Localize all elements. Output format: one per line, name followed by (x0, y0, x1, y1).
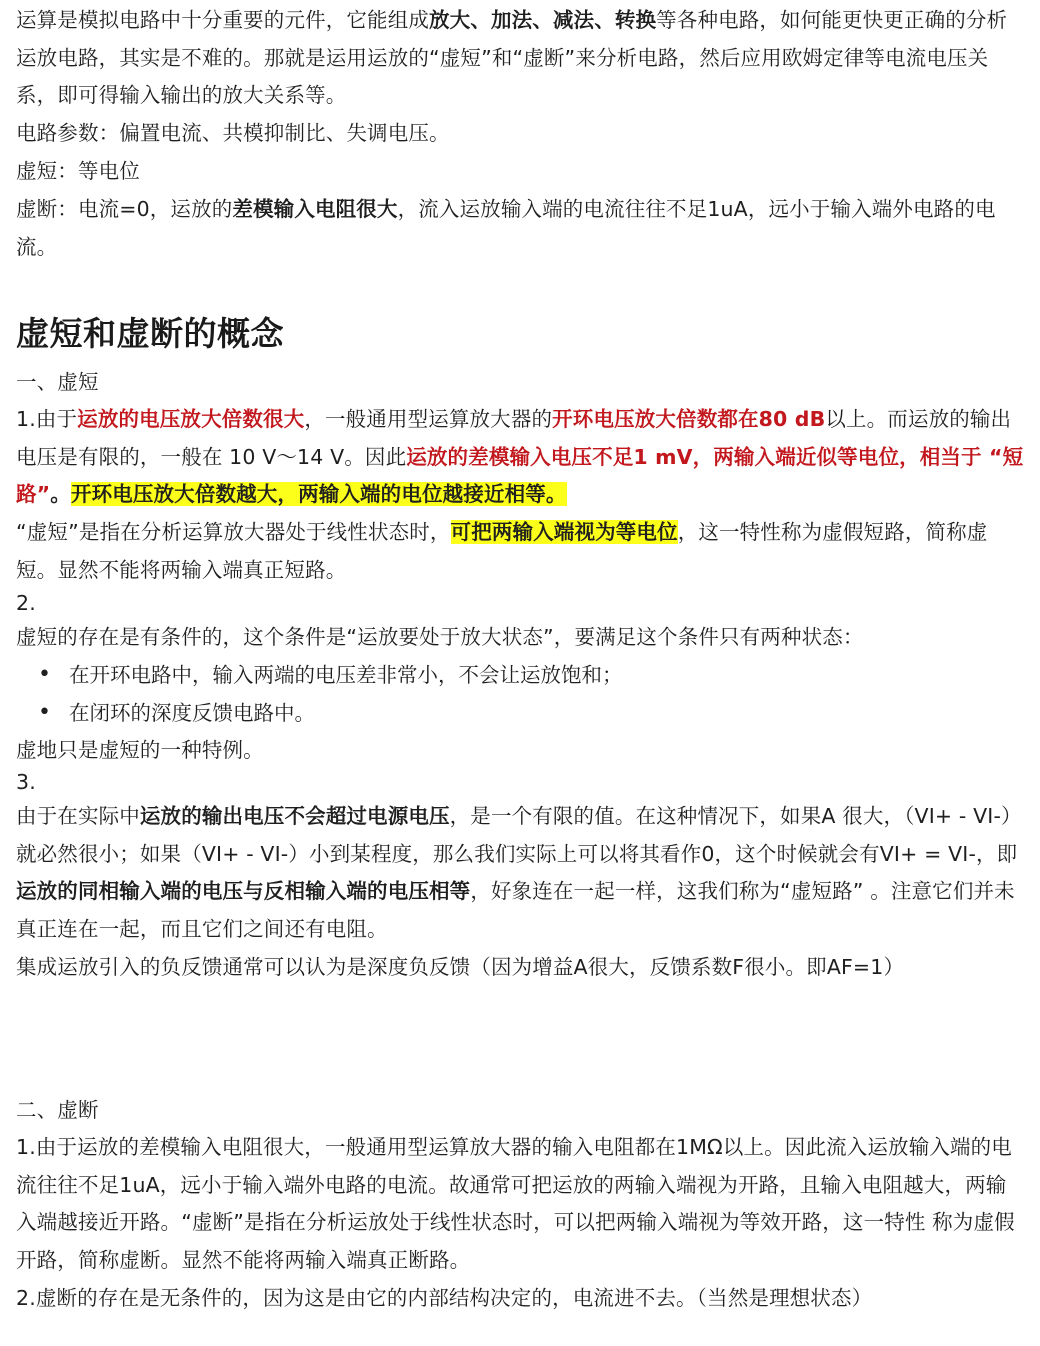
virtual-open-def-paragraph (16, 191, 1026, 266)
negative-feedback-note: 集成运放引入的负反馈通常可以认为是深度负反馈（因为增益A很大，反馈系数F很小。即AF=1） (16, 955, 905, 979)
list-item (16, 694, 1016, 732)
bold-punct: 。 (50, 482, 71, 507)
virtual-short-heading: 一、虚短 (16, 370, 99, 394)
bullet-icon: • (38, 662, 51, 687)
bold-term: 运放的输出电压不会超过电源电压 (139, 804, 450, 828)
text-span: ，一般通用型运算放大器的 (304, 407, 553, 431)
text-span: 1.由于 (16, 407, 78, 431)
list-item-text: 在开环电路中，输入两端的电压差非常小，不会让运放饱和； (69, 663, 623, 687)
highlighted-text: 开环电压放大倍数越大，两输入端的电位越接近相等。 (70, 482, 567, 507)
red-emphasis: 运放的电压放大倍数很大 (77, 407, 305, 431)
virtual-open-paragraph-2: 2.虚断的存在是无条件的，因为这是由它的内部结构决定的，电流进不去。（当然是理想状态） (16, 1286, 873, 1310)
virtual-short-paragraph-1 (16, 401, 1026, 514)
bold-term: 差模输入电阻很大 (232, 197, 398, 221)
virtual-short-paragraph-2 (16, 514, 1026, 589)
bold-terms: 放大、加法、减法、转换 (429, 8, 657, 32)
bullet-icon: • (38, 700, 51, 725)
text-span: “虚短”是指在分析运算放大器处于线性状态时， (16, 520, 451, 544)
section-title: 虚短和虚断的概念 (16, 314, 284, 353)
item-number-2: 2. (16, 591, 36, 615)
circuit-params-line: 电路参数：偏置电流、共模抑制比、失调电压。 (16, 121, 450, 145)
virtual-ground-note: 虚地只是虚短的一种特例。 (16, 738, 264, 762)
list-item (16, 656, 1016, 694)
virtual-short-def-line: 虚短：等电位 (16, 159, 140, 183)
text-span: 由于在实际中 (16, 804, 140, 828)
text-span: ，流入运放输入端的电流往往不足1uA，远小于输入端外电路的电流。 (16, 197, 996, 259)
intro-paragraph (16, 2, 1026, 115)
item-number-3: 3. (16, 770, 36, 794)
red-emphasis: 开环电压放大倍数都在80 dB (552, 407, 826, 431)
list-item-text: 在闭环的深度反馈电路中。 (69, 701, 315, 725)
text-span: ，是一个有限的值。在这种情况下，如果A 很大，（VI+ - VI-）就必然很小；如果（VI+ - VI-）小到某程度，那么我们实际上可以将其看作0，这个时候就会有VI+ = VI-，即 (16, 804, 1022, 866)
text-span: ，这一特性称为虚假短路，简称虚短。显然不能将两输入端真正短路。 (16, 520, 988, 582)
text-span: 虚断：电流=0，运放的 (16, 197, 233, 221)
text-span: 运算是模拟电路中十分重要的元件，它能组成 (16, 8, 429, 32)
virtual-open-heading: 二、虚断 (16, 1098, 99, 1122)
virtual-short-condition: 虚短的存在是有条件的，这个条件是“运放要处于放大状态”，要满足这个条件只有两种状态： (16, 625, 864, 649)
text-span: ，好象连在一起一样，这我们称为“虚短路” 。注意它们并未真正连在一起，而且它们之间还有电阻。 (16, 879, 1015, 941)
virtual-open-paragraph-1: 1.由于运放的差模输入电阻很大，一般通用型运算放大器的输入电阻都在1MΩ以上。因此流入运放输入端的电流往往不足1uA，远小于输入端外电路的电流。故通常可把运放的两输入端视为开路，且输入电阻越大，两输入端越接近开路。“虚断”是指在分析运放处于线性状态时，可以把两输入端视为等效开路，这一特性 称为虚假开路，简称虚断。显然不能将两输入端真正断路。 (16, 1135, 1015, 1272)
condition-list (16, 656, 1016, 732)
text-span: 等各种电路，如何能更快更正确的分析运放电路，其实是不难的。那就是运用运放的“虚短”和“虚断”来分析电路，然后应用欧姆定律等电流电压关系，即可得输入输出的放大关系等。 (16, 8, 1008, 108)
virtual-short-paragraph-3 (16, 798, 1026, 948)
highlighted-text: 可把两输入端视为等电位 (450, 520, 678, 544)
bold-term: 运放的同相输入端的电压与反相输入端的电压相等 (16, 879, 471, 904)
text-span: 以上。而运放的输出电压是有限的，一般在 10 V～14 V。因此 (16, 407, 1012, 469)
red-emphasis: 运放的差模输入电压不足1 mV，两输入端近似等电位，相当于 “短路” (16, 444, 1024, 507)
